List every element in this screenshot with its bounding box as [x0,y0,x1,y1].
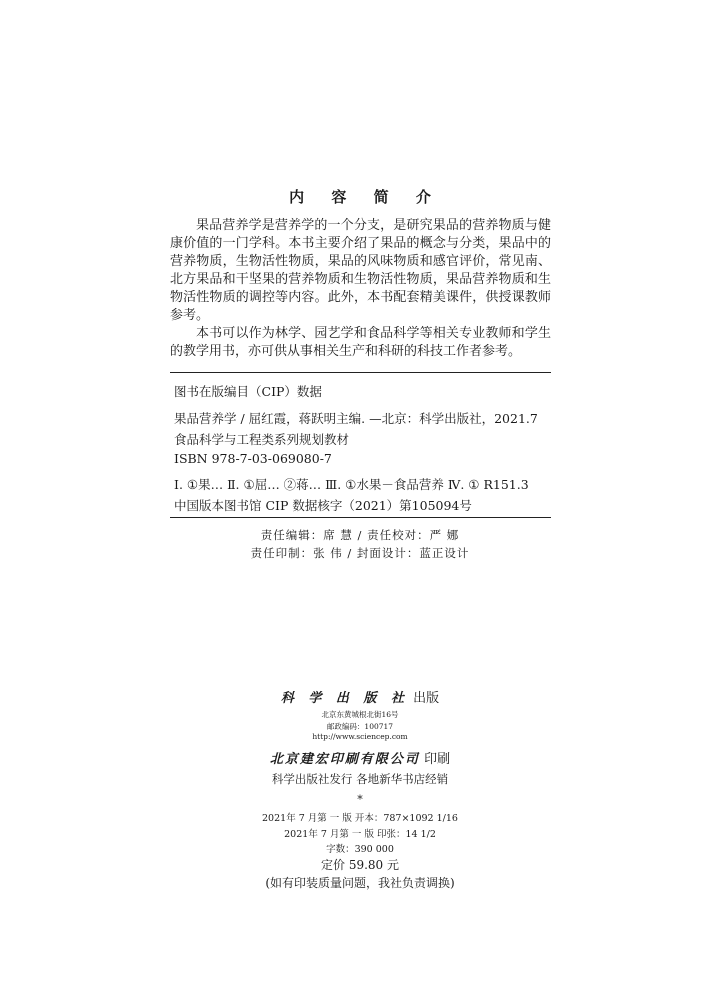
summary-body [170,217,551,361]
publisher-postcode: 邮政编码：100717 [326,722,394,731]
summary-paragraph: 果品营养学是营养学的一个分支，是研究果品的营养物质与健康价值的一门学科。本书主要介绍了果品的概念与分类，果品中的营养物质，生物活性物质，果品的风味物质和感官评价，常见南、北方果品和干坚果的营养物质和生物活性物质，果品营养物质和生物活性物质的调控等内容。此外，本书配套精美课件，供授课教师参考。 [170,218,551,323]
cip-bottom-rule [170,517,551,518]
cip-classification-line: Ⅰ. ①果… Ⅱ. ①屈… ②蒋… Ⅲ. ①水果－食品营养 Ⅳ. ① R151.3 [174,477,529,492]
publisher-address: 北京东黄城根北街16号 [321,710,399,719]
price-line: 定价 59.80 元 [321,858,399,872]
summary-paragraph: 本书可以作为林学、园艺学和食品科学等相关专业教师和学生的教学用书，亦可供从事相关生产和科研的科技工作者参考。 [170,326,551,359]
publisher-website: http://www.sciencep.com [312,732,408,741]
printer-line [0,748,720,767]
publisher-suffix: 出版 [413,691,440,706]
cip-isbn-line: ISBN 978-7-03-069080-7 [174,451,332,466]
distributor-line: 科学出版社发行 各地新华书店经销 [271,772,449,786]
cip-series-line: 食品科学与工程类系列规划教材 [174,432,350,447]
cip-title: 图书在版编目（CIP）数据 [174,384,322,399]
summary-heading: 内 容 简 介 [289,188,442,206]
editor-credits: 责任编辑：席 慧 / 责任校对：严 娜 [260,528,460,542]
production-credits: 责任印制：张 伟 / 封面设计：蓝正设计 [250,546,470,560]
publisher-name: 科 学 出 版 社 [280,691,409,706]
printer-name: 北京建宏印刷有限公司 [269,752,420,767]
publisher-line [0,687,720,706]
cip-record-line: 中国版本图书馆 CIP 数据核字（2021）第105094号 [174,498,472,513]
edition-line: 2021年 7 月第 一 版 开本：787×1092 1/16 [262,813,458,824]
printing-line: 2021年 7 月第 一 版 印张：14 1/2 [284,829,436,840]
word-count-line: 字数：390 000 [326,844,394,855]
printer-suffix: 印刷 [424,752,451,767]
cip-title-line: 果品营养学 / 屈红霞，蒋跃明主编. —北京：科学出版社，2021.7 [174,411,538,426]
quality-notice: (如有印装质量问题，我社负责调换) [265,876,455,890]
cip-top-rule [170,372,551,373]
separator-star: * [357,793,363,806]
